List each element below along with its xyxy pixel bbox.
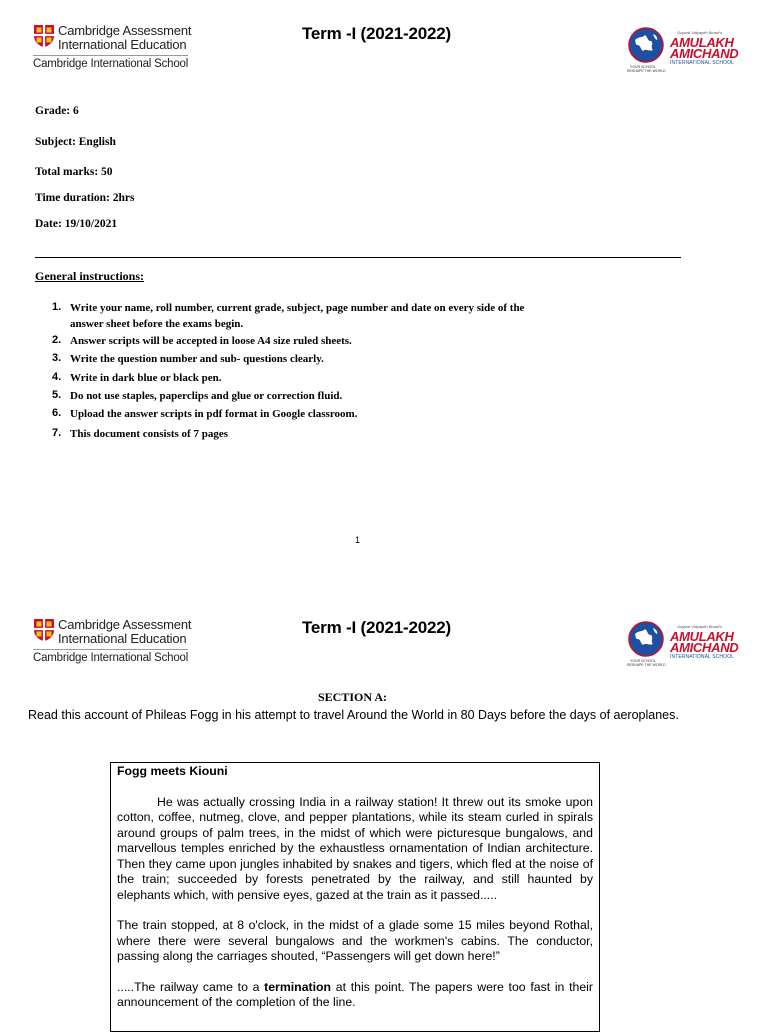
aa-sub: INTERNATIONAL SCHOOL [670,60,734,66]
aa-name-line2: AMICHAND [670,640,739,655]
instruction-text: Upload the answer scripts in pdf format in Google classroom. [70,408,358,420]
term-title: Term -I (2021-2022) [302,618,451,637]
aa-sub: INTERNATIONAL SCHOOL [670,654,734,660]
meta-grade: Grade: 6 [35,105,79,117]
passage-box [110,762,600,1032]
instruction-num: 5. [52,389,62,401]
instruction-num: 2. [52,334,62,346]
meta-subject: Subject: English [35,136,116,148]
instruction-text: Write your name, roll number, current grade, subject, page number and date on every side of the [70,302,525,314]
passage-paragraph-1: He was actually crossing India in a railway station! It threw out its smoke upon cotton, coffee, nutmeg, clove, and pepper plantations, while its steam curled in spirals around groups of palm trees, in the midst of which were picturesque bungalows, and marvellous temples enriched by the exhaustless ornamentation of Indian architecture. Then they came upon jungles inhabited by snakes and tigers, which fled at the noise of the train; succeeded by forests penetrated by the railway, and still haunted by elephants which, with pensive eyes, gazed at the train as it passed..... [117,794,593,902]
instruction-text-cont: answer sheet before the exams begin. [70,318,244,330]
aa-small2: RESHAPE THE WORLD [627,69,666,73]
aa-small2: RESHAPE THE WORLD [627,663,666,667]
instruction-text: Answer scripts will be accepted in loose A4 size ruled sheets. [70,335,352,347]
instruction-text: Write in dark blue or black pen. [70,372,222,384]
page-number: 1 [355,535,361,545]
globe-icon [627,26,665,64]
aa-tagline: Gujarat Vidyapith Board's [677,30,723,35]
cambridge-line1: Cambridge Assessment [58,617,192,632]
passage-paragraph-3-end: at this point. The papers were too fast in their announcement of the completion of the line. [117,979,593,1009]
aa-small1: YOUR SCHOOL [630,65,656,69]
cambridge-rule [33,649,188,650]
cambridge-line1: Cambridge Assessment [58,23,192,38]
amulakh-logo [627,620,739,668]
meta-total-marks: Total marks: 50 [35,166,113,178]
instruction-text: Write the question number and sub- questions clearly. [70,353,324,365]
aa-name-line1: AMULAKH [670,629,734,644]
divider-line [35,257,681,258]
instruction-num: 7. [52,427,62,439]
aa-name-line2: AMICHAND [670,46,739,61]
passage-paragraph-3 [117,980,593,1011]
cambridge-line2: International Education [58,37,187,52]
cambridge-school: Cambridge International School [33,58,189,70]
passage-paragraph-2: The train stopped, at 8 o'clock, in the midst of a glade some 15 miles beyond Rothal, where there were several bungalows and the workmen's cabins. The conductor, passing along the carriages shouted, “Passengers will get down here!” [117,918,593,963]
globe-icon [627,620,665,658]
cambridge-school: Cambridge International School [33,652,189,664]
cambridge-logo [33,24,193,72]
intro-text: Read this account of Phileas Fogg in his attempt to travel Around the World in 80 Days before the days of aeroplanes. [28,708,679,722]
passage-bold-word: termination [264,979,332,994]
meta-time-duration: Time duration: 2hrs [35,192,135,204]
aa-tagline: Gujarat Vidyapith Board's [677,624,723,629]
cambridge-line2: International Education [58,631,187,646]
instruction-text: Do not use staples, paperclips and glue or correction fluid. [70,390,343,402]
instruction-text: This document consists of 7 pages [70,428,228,440]
amulakh-logo [627,26,739,74]
instruction-num: 3. [52,352,62,364]
cambridge-shield-icon [33,24,55,48]
term-title: Term -I (2021-2022) [302,24,451,43]
instruction-num: 4. [52,371,62,383]
section-title: SECTION A: [318,690,388,704]
passage-paragraph-3-start: .....The railway came to a [117,979,265,994]
cambridge-logo [33,618,193,666]
instruction-num: 1. [52,301,62,313]
cambridge-shield-icon [33,618,55,642]
passage-title: Fogg meets Kiouni [117,764,228,778]
instructions-title: General instructions: [35,269,144,283]
aa-name-line1: AMULAKH [670,35,734,50]
instruction-num: 6. [52,407,62,419]
aa-small1: YOUR SCHOOL [630,659,656,663]
cambridge-rule [33,55,188,56]
meta-date: Date: 19/10/2021 [35,218,118,230]
